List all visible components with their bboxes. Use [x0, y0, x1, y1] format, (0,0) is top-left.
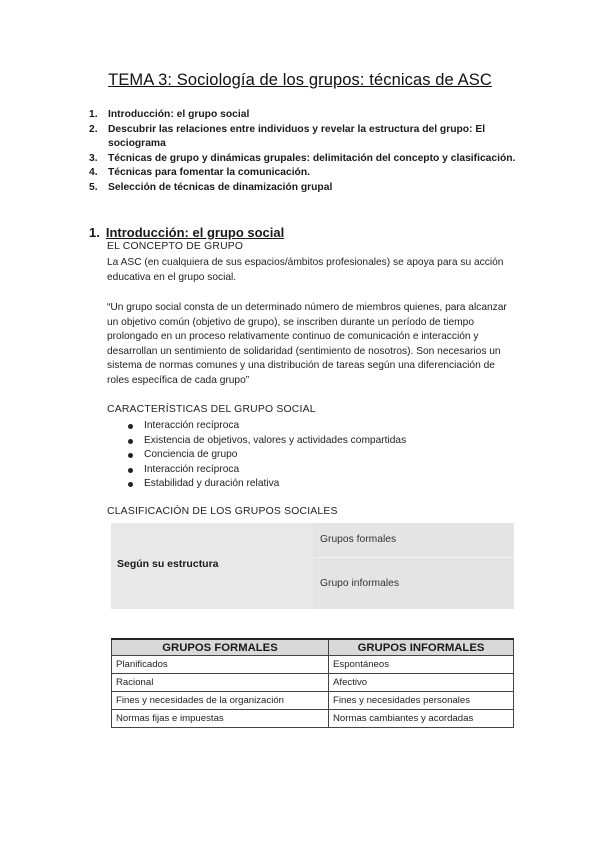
toc-text: Técnicas de grupo y dinámicas grupales: delimitación del concepto y clasificación. — [108, 152, 516, 164]
toc-text: Técnicas para fomentar la comunicación. — [108, 167, 311, 179]
column-header: GRUPOS FORMALES — [112, 639, 329, 656]
list-item-text: Conciencia de grupo — [144, 449, 238, 461]
section-heading — [89, 225, 284, 240]
toc-number: 3. — [89, 152, 98, 164]
list-item-text: Interacción recíproca — [144, 463, 240, 475]
bullet-icon — [128, 453, 133, 458]
classification-heading: CLASIFICACIÓN DE LOS GRUPOS SOCIALES — [107, 506, 338, 517]
classification-value: Grupo informales — [320, 578, 399, 589]
list-item — [128, 463, 406, 478]
toc-text: Descubrir las relaciones entre individuos y revelar la estructura del grupo: El sociograma — [108, 123, 486, 150]
toc-item — [89, 108, 529, 123]
characteristics-heading: CARACTERÍSTICAS DEL GRUPO SOCIAL — [107, 404, 316, 415]
list-item — [128, 448, 406, 463]
bullet-icon — [128, 439, 133, 444]
comparison-table — [111, 638, 514, 728]
table-row — [112, 692, 514, 710]
list-item — [128, 419, 406, 434]
classification-cell — [313, 523, 514, 558]
list-item — [128, 477, 406, 492]
list-item-text: Estabilidad y duración relativa — [144, 478, 280, 490]
classification-table — [111, 523, 514, 609]
section-number: 1. — [89, 225, 100, 240]
table-row — [112, 674, 514, 692]
table-cell: Racional — [112, 674, 329, 692]
bullet-icon — [128, 424, 133, 429]
classification-criterion: Según su estructura — [117, 558, 219, 570]
table-row — [112, 656, 514, 674]
characteristics-list — [128, 419, 406, 492]
toc-item — [89, 152, 529, 167]
list-item — [128, 434, 406, 449]
table-cell: Afectivo — [329, 674, 514, 692]
toc-text: Introducción: el grupo social — [108, 109, 250, 120]
classification-value: Grupos formales — [320, 534, 397, 545]
table-cell: Espontáneos — [329, 656, 514, 674]
bullet-icon — [128, 482, 133, 487]
toc-text: Selección de técnicas de dinamización grupal — [108, 181, 333, 193]
toc-item — [89, 123, 529, 152]
page-title: TEMA 3: Sociología de los grupos: técnicas de ASC — [108, 71, 492, 89]
toc-number: 5. — [89, 181, 98, 193]
bullet-icon — [128, 468, 133, 473]
table-cell: Normas fijas e impuestas — [112, 710, 329, 728]
toc-number: 4. — [89, 167, 98, 179]
list-item-text: Interacción recíproca — [144, 420, 240, 431]
column-header: GRUPOS INFORMALES — [329, 639, 514, 656]
intro-paragraph: La ASC (en cualquiera de sus espacios/ámbitos profesionales) se apoya para su acción educativa en el grupo social. — [107, 257, 504, 283]
table-cell: Fines y necesidades personales — [329, 692, 514, 710]
concept-heading: EL CONCEPTO DE GRUPO — [107, 241, 244, 252]
table-cell: Planificados — [112, 656, 329, 674]
table-of-contents — [89, 108, 529, 196]
table-cell: Normas cambiantes y acordadas — [329, 710, 514, 728]
table-header-row — [112, 639, 514, 656]
toc-number: 2. — [89, 123, 98, 135]
table-row — [112, 710, 514, 728]
table-cell: Fines y necesidades de la organización — [112, 692, 329, 710]
classification-cell — [313, 558, 514, 609]
toc-item — [89, 181, 529, 196]
definition-quote: “Un grupo social consta de un determinado número de miembros quienes, para alcanzar un objetivo común (objetivo de grupo), se inscriben durante un período de tiempo prolongado en un proceso relativamente continuo de comunicación e interacción y desarrollan un sentimiento de solidaridad (sentimiento de nosotros). Son necesarios un sistema de normas comunes y una distribución de tareas según una diferenciación de roles específica de cada grupo” — [107, 302, 507, 386]
toc-item — [89, 166, 529, 181]
list-item-text: Existencia de objetivos, valores y actividades compartidas — [144, 434, 407, 446]
toc-number: 1. — [89, 109, 98, 120]
section-title: Introducción: el grupo social — [105, 225, 285, 240]
